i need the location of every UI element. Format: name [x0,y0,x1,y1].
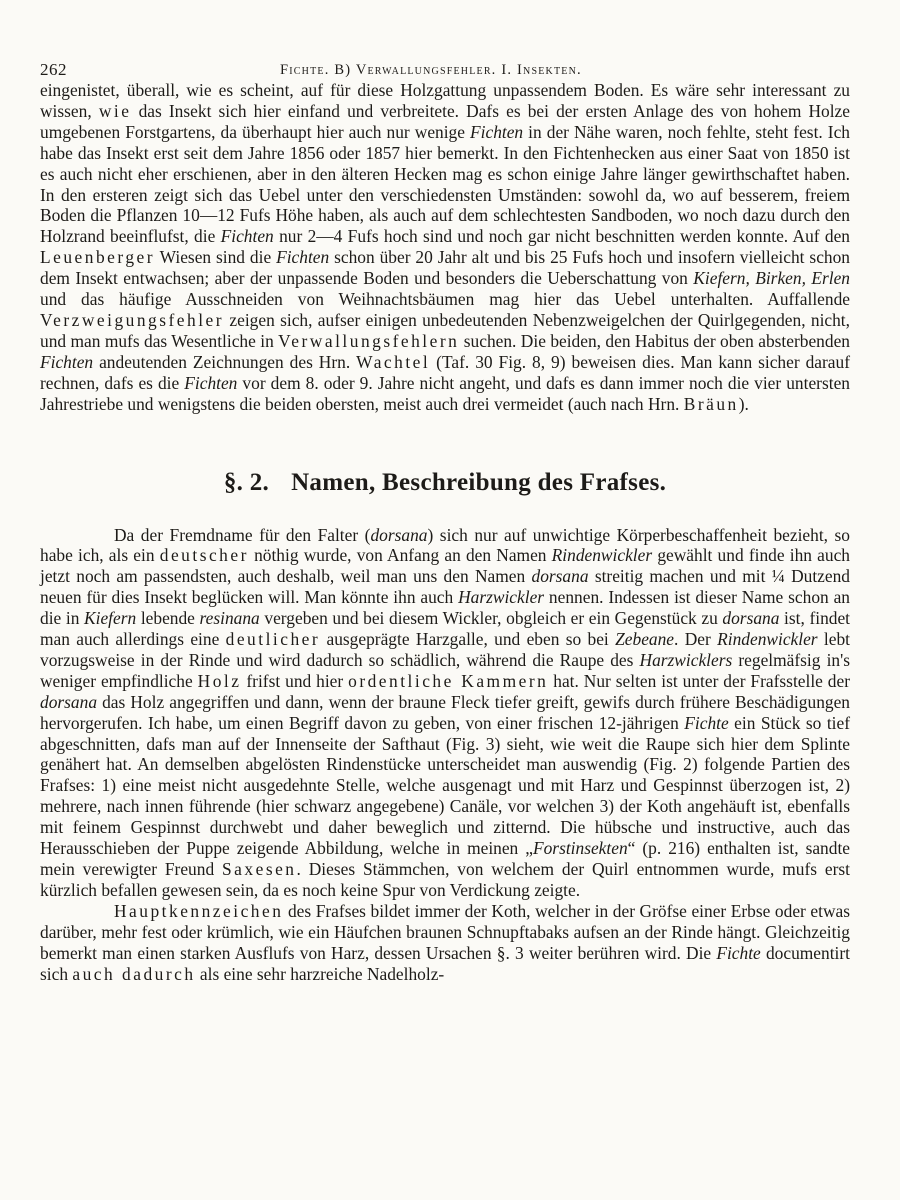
section-title: Namen, Beschreibung des Frafses. [291,468,667,496]
running-title: Fichte. B) Verwallungsfehler. I. Insekten. [280,62,582,78]
paragraph-names-description: Da der Fremdname für den Falter (dorsana) sich nur auf unwichtige Körperbeschaffenheit bezieht, so habe ich, als ein deutscher nöthig wurde, von Anfang an den Namen Rindenwickler gewählt und finde ihn auch jetzt noch am passendsten, auch deshalb, weil man uns den Namen dorsana streitig machen und mit ¼ Dutzend neuen für dies Insekt beglücken will. Man könnte ihn auch Harzwickler nennen. Indessen ist dieser Name schon an die in Kiefern lebende resinana vergeben und bei diesem Wickler, obgleich er ein Gegenstück zu dorsana ist, findet man auch allerdings eine deutlicher ausgeprägte Harzgalle, und eben so bei Zebeane. Der Rindenwickler lebt vorzugsweise in der Rinde und wird dadurch so schädlich, während die Raupe des Harzwicklers regelmäfsig in's weniger empfindliche Holz frifst und hier ordentliche Kammern hat. Nur selten ist unter der Frafsstelle der dorsana das Holz angegriffen und dann, wenn der braune Fleck tiefer greift, gewifs durch frühere Beschädigungen hervorgerufen. Ich habe, um einen Begriff davon zu geben, von einer frischen 12-jährigen Fichte ein Stück so tief abgeschnitten, dafs man auf der Innenseite der Safthaut (Fig. 3) sieht, wie weit die Raupe sich hier dem Splinte genähert hat. An demselben abgelösten Rindenstücke unterscheidet man auswendig (Fig. 2) folgende Partien des Frafses: 1) eine meist nicht ausgedehnte Stelle, welche ausgenagt und mit Harz und Gespinnst überzogen ist, 2) mehrere, nach innen führende (hier schwarz angegebene) Canäle, vor welchen 3) der Koth angehäuft ist, ebenfalls mit feinem Gespinnst durchwebt und daher beweglich und zitternd. Die hübsche und instructive, auch das Herausschieben der Puppe zeigende Abbildung, welche in meinen „Forstinsekten“ (p. 216) enthalten ist, sandte mein verewigter Freund Saxesen. Dieses Stämmchen, von welchem der Quirl entnommen wurde, mufs erst kürzlich befallen gewesen sein, da es noch keine Spur von Verdickung zeigte. [40,524,851,900]
paragraph-main-sign: Hauptkennzeichen des Frafses bildet immer der Koth, welcher in der Gröfse einer Erbse oder etwas darüber, mehr fest oder krümlich, wie ein Häufchen braunen Schnupftabaks aufsen an der Rinde hängt. Gleichzeitig bemerkt man einen starken Ausflufs von Harz, dessen Ursachen §. 3 weiter berühren wird. Die Fichte documentirt sich auch dadurch als eine sehr harzreiche Nadelholz- [40,900,850,984]
body-text [40,80,850,984]
paragraph-continued: eingenistet, überall, wie es scheint, auf für diese Holzgattung unpassendem Boden. Es wäre sehr interessant zu wissen, wie das Insekt sich hier einfand und verbreitete. Dafs es bei der ersten Anlage des von hohem Holze umgebenen Forstgartens, da überhaupt hier auch nur wenige Fichten in der Nähe waren, noch fehlte, steht fest. Ich habe das Insekt erst seit dem Jahre 1856 oder 1857 hier bemerkt. In den Fichtenhecken aus einer Saat von 1850 ist es auch nicht eher erschienen, aber in den älteren Hecken mag es schon einige Jahre länger gewirthschaftet haben. In den ersteren zeigt sich das Uebel unter den verschiedensten Umständen: sowohl da, wo auf besserem, freiem Boden die Pflanzen 10—12 Fufs Höhe haben, als auch auf dem schlechtesten Sandboden, wo noch dazu durch den Holzrand beeinflufst, die Fichten nur 2—4 Fufs hoch sind und noch gar nicht beschnitten werden konnte. Auf den Leuenberger Wiesen sind die Fichten schon über 20 Jahr alt und bis 25 Fufs hoch und insofern vielleicht schon dem Insekt entwachsen; aber der unpassende Boden und besonders die Ueberschattung von Kiefern, Birken, Erlen und das häufige Ausschneiden von Weihnachtsbäumen mag hier das Uebel unterhalten. Auffallende Verzweigungsfehler zeigen sich, aufser einigen unbedeutenden Nebenzweigelchen der Quirlgegenden, nicht, und man mufs das Wesentliche in Verwallungsfehlern suchen. Die beiden, den Habitus der oben absterbenden Fichten andeutenden Zeichnungen des Hrn. Wachtel (Taf. 30 Fig. 8, 9) beweisen dies. Man kann sicher darauf rechnen, dafs es die Fichten vor dem 8. oder 9. Jahre nicht angeht, und dafs es dann immer noch die vier untersten Jahrestriebe und wenigstens die beiden obersten, meist auch drei vermeidet (auch nach Hrn. Bräun). [40,80,850,414]
page-number: 262 [40,60,67,79]
section-number: §. 2. [223,468,270,496]
section-heading [40,469,850,497]
running-header [40,54,850,80]
